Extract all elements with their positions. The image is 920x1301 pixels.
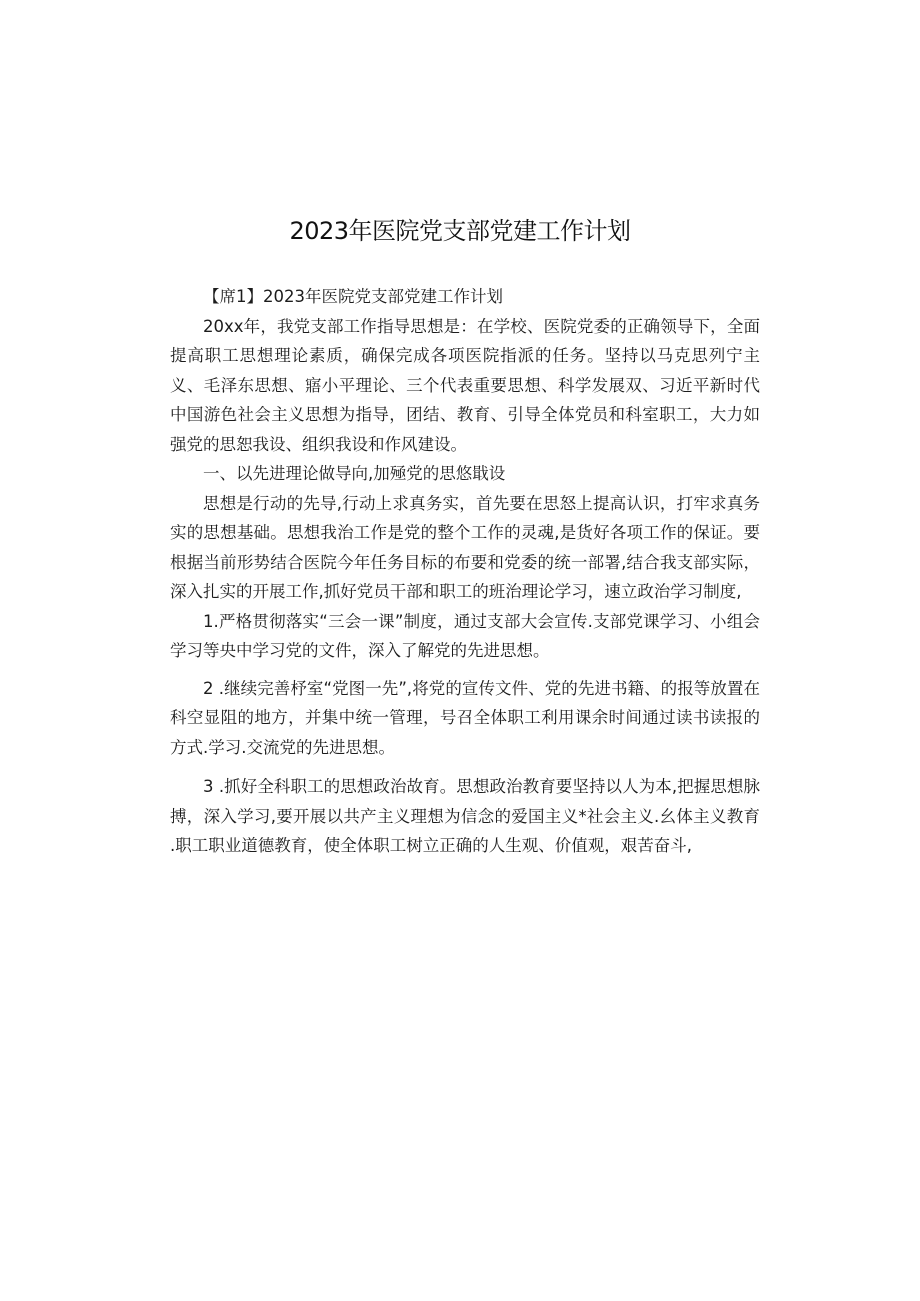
paragraph-guiding-ideology: 20xx年，我党支部工作指导思想是：在学校、医院党委的正确领导下，全面提高职工思想理论素质，确保完成各项医院指派的任务。坚持以马克思列宁主义、毛泽东思想、寤小平理论、三个代表重要思想、科学发展双、习近平新时代中国游色社会主义思想为指导，团结、教育、引导全体党员和科室职工，大力如强党的思恕我设、组织我设和作风建设。 [170, 316, 760, 454]
paragraph-thought-first: 思想是行动的先导,行动上求真务实，首先要在思怒上提高认识，打牢求真务实的思想基础。思想我治工作是党的整个工作的灵魂,是货好各项工作的保证。要根据当前形势结合医院今年任务目标的布要和党委的统一部署,结合我支部实际，深入扎实的开展工作,抓好党员干部和职工的班治理论学习，速立政治学习制度, [170, 493, 760, 601]
list-item-1: 1.严格贯彻落实“三会一课”制度，通过支部大会宣传.支部党课学习、小组会学习等央中学习党的文件，深入了解党的先进思想。 [170, 611, 760, 660]
section-heading-theory: 一、以先进理论做导向,加殛党的思悠戢设 [203, 464, 506, 483]
document-body [170, 282, 760, 861]
list-item-2: 2 .继续完善杼室“党图一先”,将党的宣传文件、党的先进书籍、的报等放置在科空显阻的地方，并集中统一管理，号召全体职工利用课余时间通过读书读报的方式.学习.交流党的先进思想。 [170, 678, 760, 757]
page-title: 2023年医院党支部党建工作计划 [289, 217, 631, 245]
section-heading: 【席1】2023年医院党支部党建工作计划 [203, 287, 503, 306]
list-item-3: 3 .抓好全科职工的思想政治故育。思想政治教育要坚持以人为本,把握思想脉搏，深入学习,要开展以共产主义理想为信念的爱国主义*社会主义.幺体主义教育 .职工职业道德教育，使全体职工树立正确的人生观、价值观，艰苦奋斗, [170, 777, 760, 855]
